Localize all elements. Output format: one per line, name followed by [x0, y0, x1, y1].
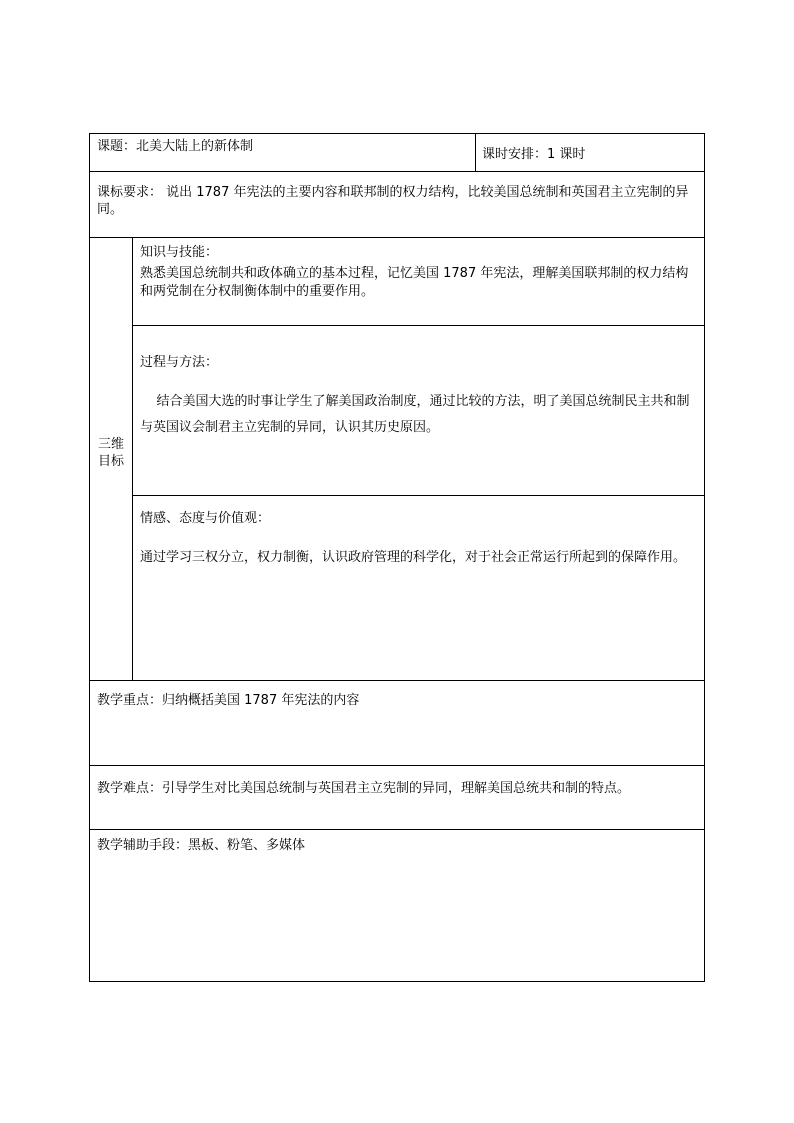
knowledge-body: 熟悉美国总统制共和政体确立的基本过程，记忆美国 1787 年宪法，理解美国联邦制的权力结构和两党制在分权制衡体制中的重要作用。: [140, 266, 689, 299]
class-hours: 课时安排：1 课时: [482, 147, 586, 162]
key-point: 教学重点：归纳概括美国 1787 年宪法的内容: [97, 693, 360, 708]
emotion-heading: 情感、态度与价值观：: [140, 511, 271, 526]
difficulty: 教学难点：引导学生对比美国总统制与英国君主立宪制的异同，理解美国总统共和制的特点。: [97, 781, 631, 796]
curriculum-requirement: 课标要求： 说出 1787 年宪法的主要内容和联邦制的权力结构，比较美国总统制和英国君主立宪制的异同。: [97, 185, 689, 217]
row-divider-4: [90, 765, 704, 766]
objectives-label-divider: [132, 237, 133, 680]
emotion-body: 通过学习三权分立，权力制衡，认识政府管理的科学化，对于社会正常运行所起到的保障作用。: [140, 550, 687, 565]
row-divider-5: [90, 829, 704, 830]
knowledge-heading: 知识与技能：: [140, 245, 219, 260]
process-heading: 过程与方法：: [140, 355, 219, 370]
title-divider: [475, 134, 476, 171]
lesson-plan-table: [89, 133, 705, 982]
objectives-label-line2: 目标: [97, 454, 124, 469]
process-body: 结合美国大选的时事让学生了解美国政治制度，通过比较的方法，明了美国总统制民主共和制与英国议会制君主立宪制的异同，认识其历史原因。: [140, 394, 690, 435]
process-divider: [132, 495, 704, 496]
row-divider-1: [90, 171, 704, 172]
objectives-label-line1: 三维: [97, 437, 124, 452]
lesson-title: 课题：北美大陆上的新体制: [97, 139, 254, 154]
row-divider-3: [90, 680, 704, 681]
row-divider-2: [90, 237, 704, 238]
knowledge-divider: [132, 325, 704, 326]
teaching-aids: 教学辅助手段：黑板、粉笔、多媒体: [97, 838, 306, 853]
